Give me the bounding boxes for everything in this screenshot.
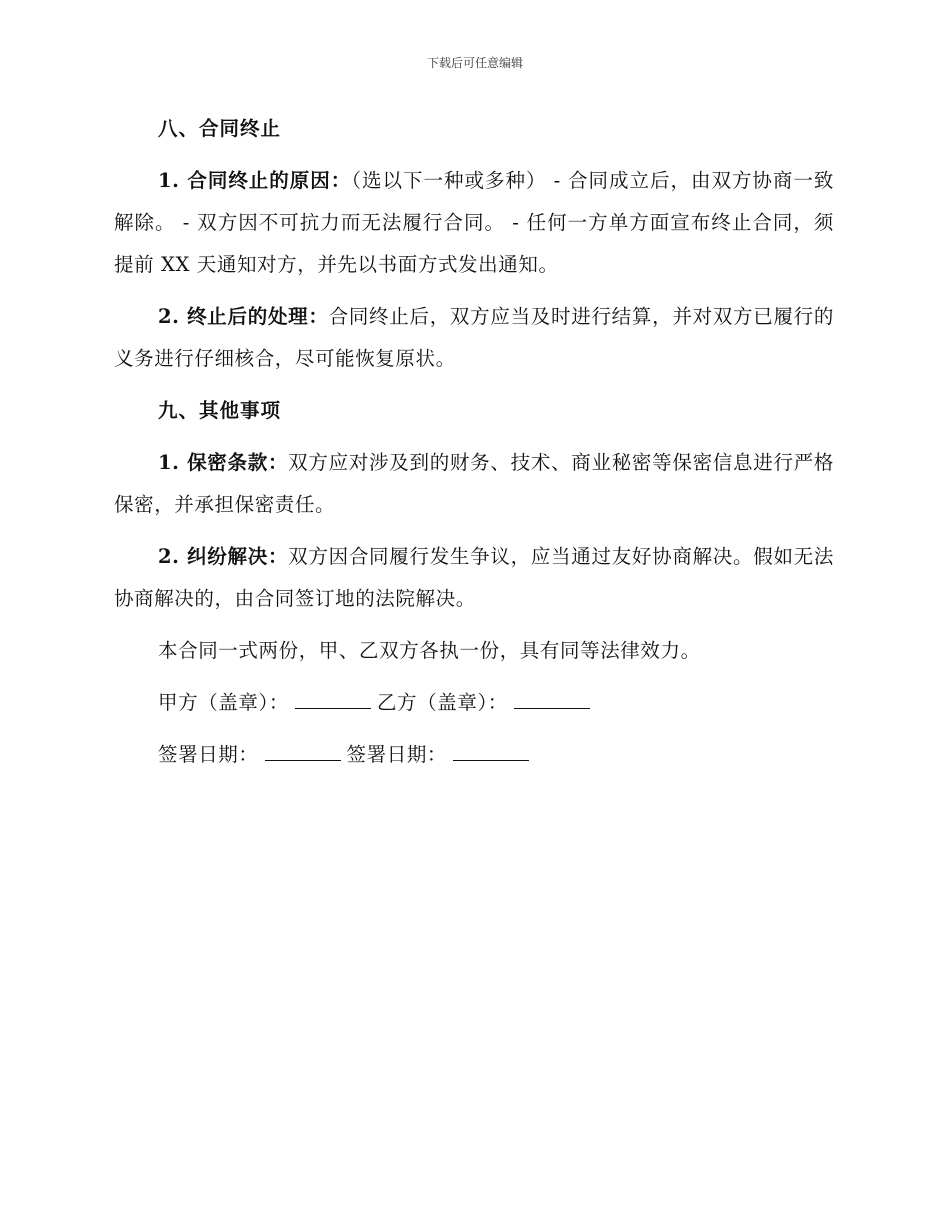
page-header: 下载后可任意编辑 [426, 56, 523, 70]
section-8-title: 八、合同终止 [158, 117, 282, 140]
section-9-item-1-label: 1. 保密条款： [158, 451, 289, 474]
sign-date-b-blank [453, 738, 529, 761]
document-body [114, 108, 834, 786]
seal-line [114, 682, 834, 724]
party-a-seal-blank [295, 686, 371, 709]
section-8-item-2 [114, 296, 834, 380]
sign-date-a-label: 签署日期： [158, 743, 259, 766]
section-9-item-2-label: 2. 纠纷解决： [158, 545, 289, 568]
party-a-seal-label: 甲方（盖章）： [158, 691, 289, 714]
section-9-item-2-text: 双方因合同履行发生争议，应当通过友好协商解决。假如无法协商解决的，由合同签订地的法院解决。 [114, 545, 834, 610]
party-b-seal-label: 乙方（盖章）： [376, 691, 508, 714]
party-b-seal-blank [514, 686, 590, 709]
section-9-item-1 [114, 442, 834, 526]
sign-date-line [114, 734, 834, 776]
sign-date-b-label: 签署日期： [346, 743, 448, 766]
section-8-item-1-label: 1. 合同终止的原因： [158, 169, 352, 192]
section-8-item-2-label: 2. 终止后的处理： [158, 305, 329, 328]
section-8-item-2-text: 合同终止后，双方应当及时进行结算，并对双方已履行的义务进行仔细核合，尽可能恢复原状。 [114, 305, 834, 370]
section-9-item-2 [114, 536, 834, 620]
section-9-title: 九、其他事项 [158, 399, 282, 422]
section-8-item-1 [114, 160, 834, 286]
section-9-item-1-text: 双方应对涉及到的财务、技术、商业秘密等保密信息进行严格保密，并承担保密责任。 [114, 451, 834, 516]
section-8-item-1-text: （选以下一种或多种） - 合同成立后，由双方协商一致解除。 - 双方因不可抗力而无法履行合同。 - 任何一方单方面宣布终止合同，须提前 XX 天通知对方，并先以书面方式发出通知。 [114, 169, 835, 276]
sign-date-a-blank [265, 738, 341, 761]
copies-statement: 本合同一式两份，甲、乙双方各执一份，具有同等法律效力。 [158, 639, 701, 662]
